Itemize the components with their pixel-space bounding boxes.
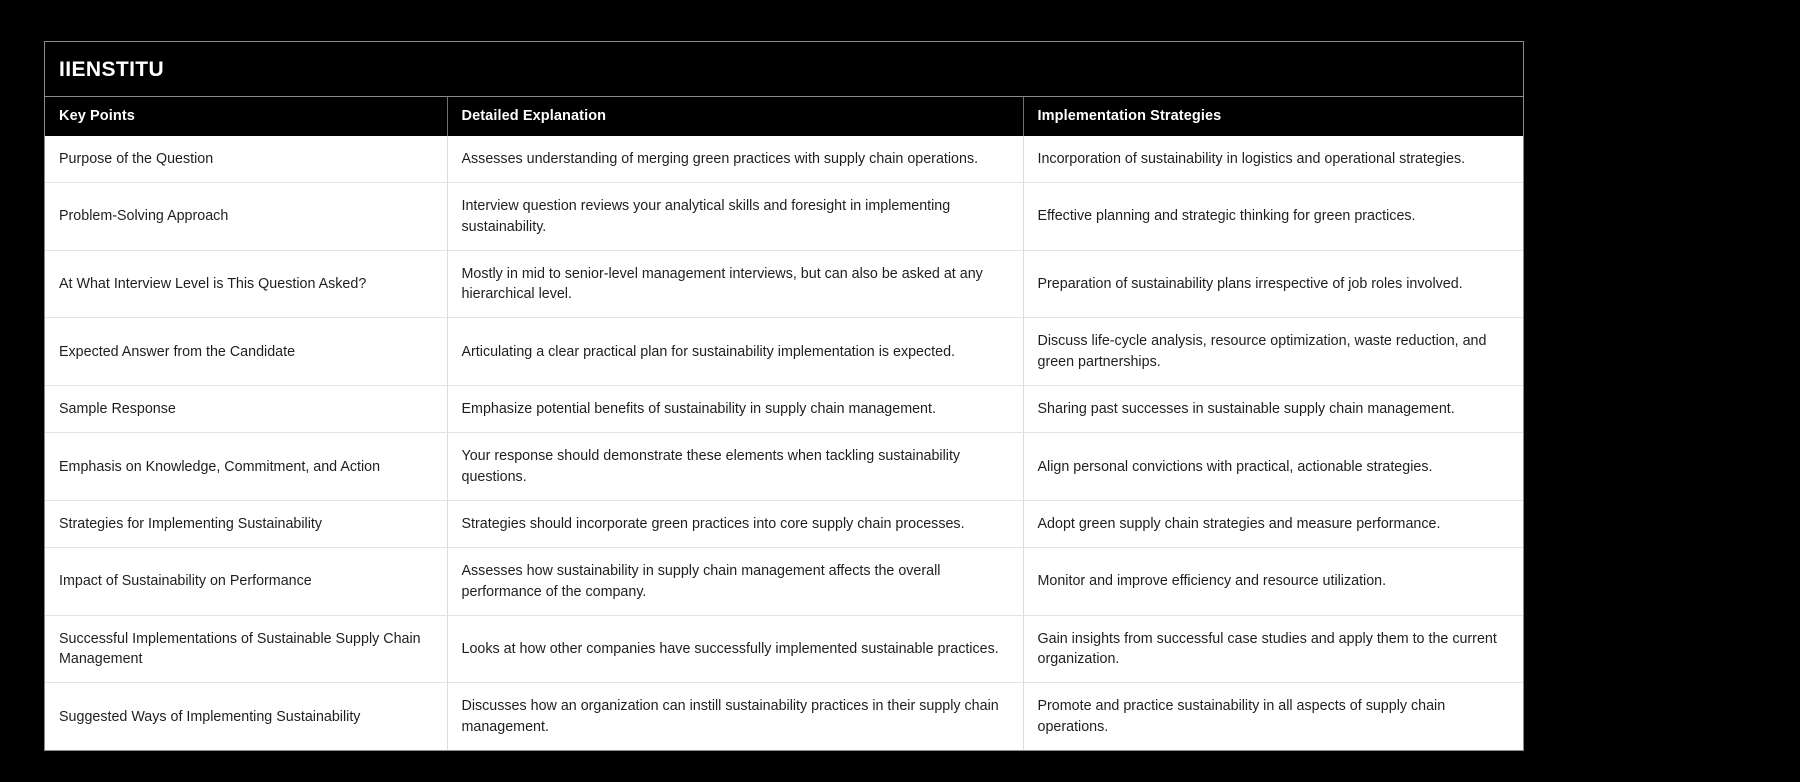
table-row [45,500,1523,547]
cell-key-point: At What Interview Level is This Question Asked? [45,250,447,318]
column-header-detailed-explanation: Detailed Explanation [447,97,1023,136]
brand-header [45,42,1523,97]
cell-implementation-strategy: Incorporation of sustainability in logistics and operational strategies. [1023,136,1523,183]
table-row [45,548,1523,616]
table-row [45,136,1523,183]
cell-implementation-strategy: Gain insights from successful case studies and apply them to the current organization. [1023,615,1523,683]
cell-key-point: Emphasis on Knowledge, Commitment, and Action [45,433,447,501]
table-row [45,683,1523,750]
table-body [45,136,1523,750]
cell-key-point: Expected Answer from the Candidate [45,318,447,386]
cell-implementation-strategy: Preparation of sustainability plans irrespective of job roles involved. [1023,250,1523,318]
cell-implementation-strategy: Sharing past successes in sustainable supply chain management. [1023,386,1523,433]
table-row [45,386,1523,433]
table-row [45,615,1523,683]
cell-detailed-explanation: Assesses how sustainability in supply chain management affects the overall performance of the company. [447,548,1023,616]
cell-detailed-explanation: Interview question reviews your analytical skills and foresight in implementing sustainability. [447,183,1023,251]
cell-key-point: Sample Response [45,386,447,433]
cell-implementation-strategy: Promote and practice sustainability in all aspects of supply chain operations. [1023,683,1523,750]
cell-implementation-strategy: Effective planning and strategic thinking for green practices. [1023,183,1523,251]
table-row [45,250,1523,318]
cell-key-point: Suggested Ways of Implementing Sustainability [45,683,447,750]
cell-key-point: Problem-Solving Approach [45,183,447,251]
cell-implementation-strategy: Discuss life-cycle analysis, resource optimization, waste reduction, and green partnerships. [1023,318,1523,386]
table-header-row-group [45,97,1523,136]
table-header-row [45,97,1523,136]
cell-key-point: Purpose of the Question [45,136,447,183]
cell-key-point: Impact of Sustainability on Performance [45,548,447,616]
cell-detailed-explanation: Discusses how an organization can instill sustainability practices in their supply chain management. [447,683,1023,750]
cell-detailed-explanation: Articulating a clear practical plan for sustainability implementation is expected. [447,318,1023,386]
cell-detailed-explanation: Emphasize potential benefits of sustainability in supply chain management. [447,386,1023,433]
cell-detailed-explanation: Assesses understanding of merging green practices with supply chain operations. [447,136,1023,183]
cell-detailed-explanation: Looks at how other companies have successfully implemented sustainable practices. [447,615,1023,683]
cell-detailed-explanation: Mostly in mid to senior-level management interviews, but can also be asked at any hierarchical level. [447,250,1023,318]
brand-title: IIENSTITU [59,57,165,81]
cell-implementation-strategy: Align personal convictions with practical, actionable strategies. [1023,433,1523,501]
table-row [45,318,1523,386]
cell-implementation-strategy: Monitor and improve efficiency and resource utilization. [1023,548,1523,616]
column-header-key-points: Key Points [45,97,447,136]
cell-detailed-explanation: Your response should demonstrate these elements when tackling sustainability questions. [447,433,1023,501]
cell-detailed-explanation: Strategies should incorporate green practices into core supply chain processes. [447,500,1023,547]
cell-implementation-strategy: Adopt green supply chain strategies and measure performance. [1023,500,1523,547]
table-row [45,183,1523,251]
key-points-table [45,97,1523,750]
table-row [45,433,1523,501]
cell-key-point: Successful Implementations of Sustainable Supply Chain Management [45,615,447,683]
column-header-implementation-strategies: Implementation Strategies [1023,97,1523,136]
cell-key-point: Strategies for Implementing Sustainability [45,500,447,547]
table-card [44,41,1524,751]
